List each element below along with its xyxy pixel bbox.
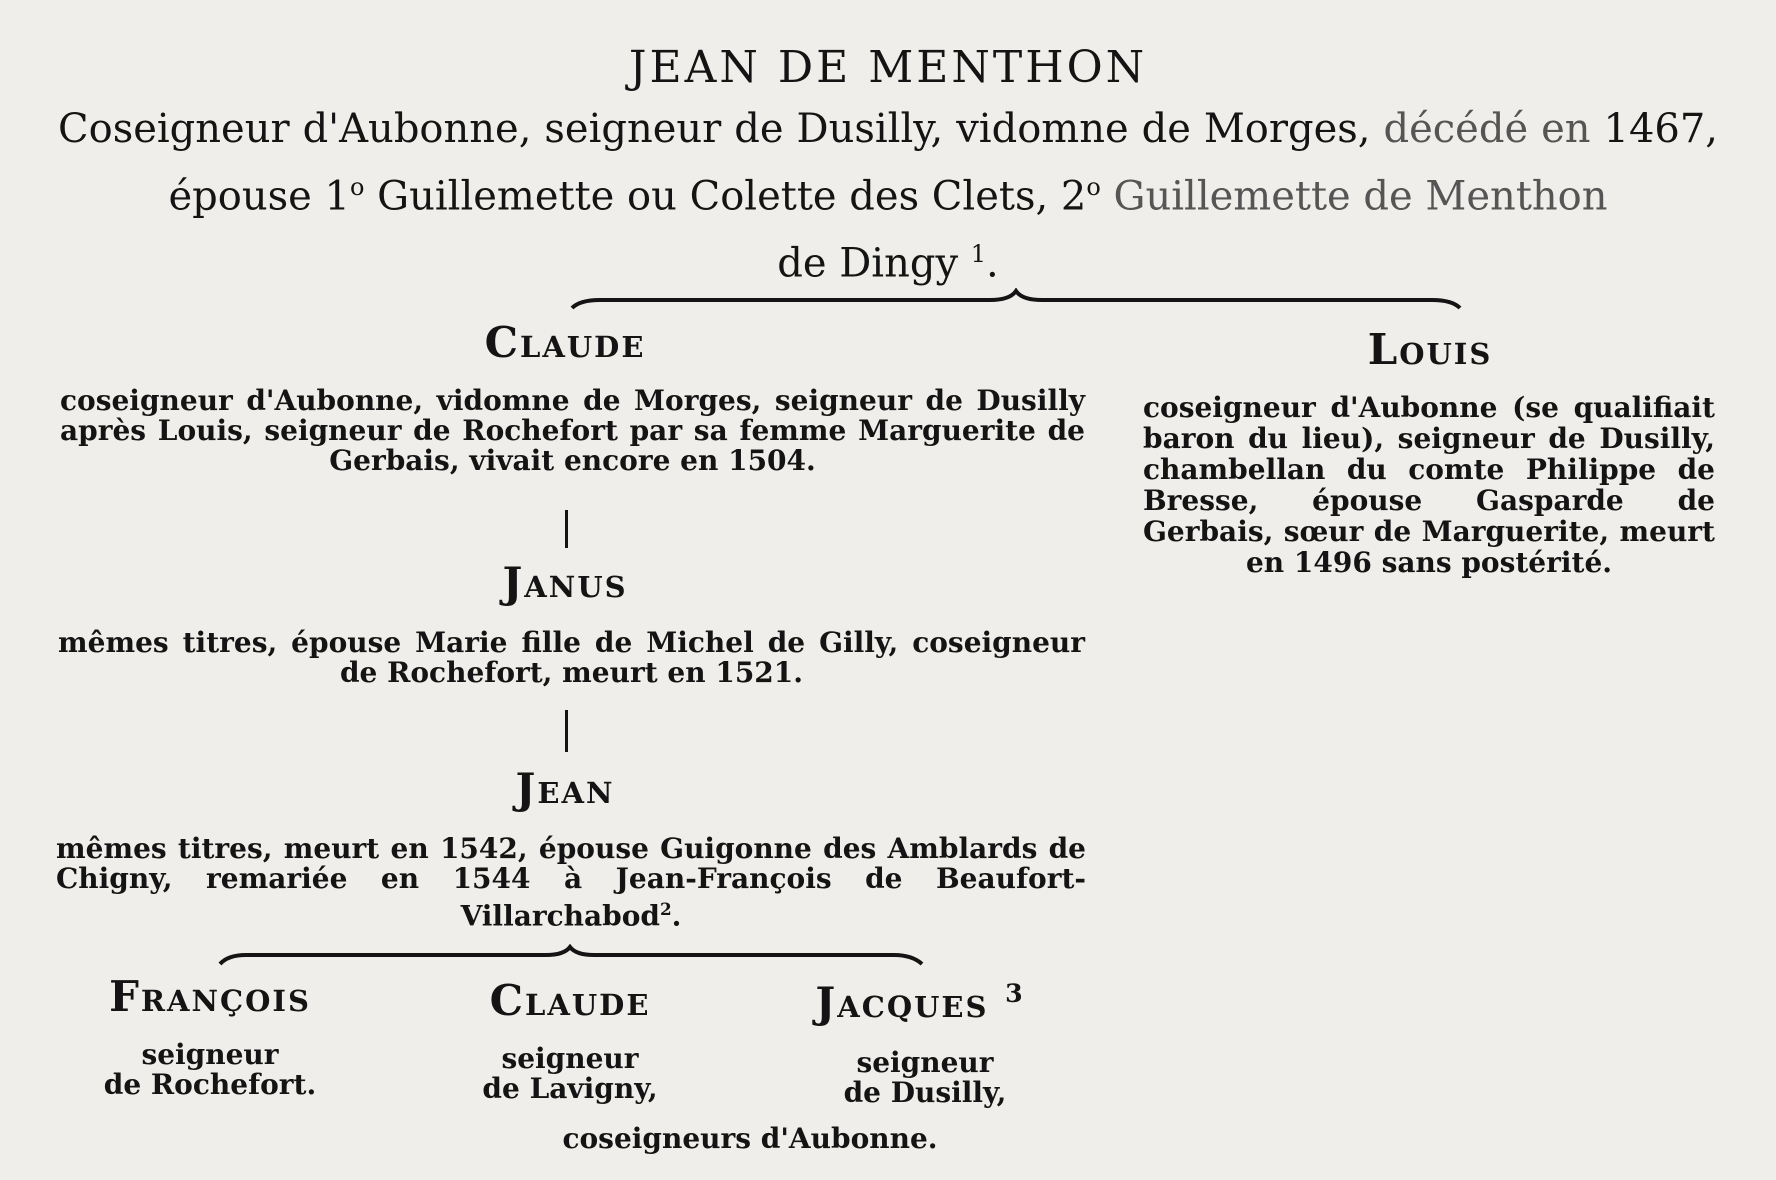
jacques-name-text: Jacques: [815, 978, 989, 1027]
francois-title-2: de Rochefort.: [103, 1068, 317, 1101]
ordinal-2: o: [1086, 173, 1101, 201]
jacques-title-2: de Dusilly,: [843, 1076, 1007, 1109]
footnote-ref-3: 3: [1005, 978, 1025, 1008]
footnote-ref-1: 1: [970, 240, 987, 269]
louis-description: coseigneur d'Aubonne (se qualifiait baron du lieu), seigneur de Dusilly, chambellan du comte Philippe de Bresse, épouse Gasparde de Gerbais, sœur de Marguerite, meurt en 1496 sans postérité.: [1143, 391, 1715, 579]
subtitle-line1a: Coseigneur d'Aubonne, seigneur de Dusilly, vidomne de Morges,: [58, 106, 1371, 152]
janus-description: mêmes titres, épouse Marie fille de Michel de Gilly, coseigneur de Rochefort, meurt en 1521.: [58, 626, 1085, 689]
subtitle-line2c: Guillemette de Menthon: [1100, 173, 1608, 220]
claude-description: coseigneur d'Aubonne, vidomne de Morges, seigneur de Dusilly après Louis, seigneur de Rochefort par sa femme Marguerite de Gerbais, vivait encore en 1504.: [60, 384, 1085, 477]
ordinal-1: o: [349, 173, 365, 201]
subtitle-line2a: 1467, épouse 1: [168, 106, 1719, 220]
claude-child-name: Claude: [489, 976, 651, 1025]
jacques-title-1: seigneur: [856, 1046, 994, 1079]
page-title: JEAN DE MENTHON: [628, 42, 1148, 93]
claude-child-title-1: seigneur: [501, 1042, 639, 1075]
jacques-name: [770, 978, 1070, 1027]
louis-name: Louis: [1367, 325, 1493, 374]
subtitle-line2b: Guillemette ou Colette des Clets, 2: [364, 173, 1087, 220]
children-footer: coseigneurs d'Aubonne.: [562, 1122, 938, 1155]
claude-janus-line: [565, 510, 568, 548]
claude-name: Claude: [484, 318, 646, 367]
jean-description-end: .: [671, 899, 682, 933]
jean-de-menthon-description: [58, 100, 1718, 293]
top-brace: [570, 288, 1462, 312]
jean-description: [56, 834, 1086, 931]
francois-name: François: [109, 972, 311, 1021]
janus-name: Janus: [502, 558, 628, 607]
children-brace: [218, 944, 924, 966]
jean-description-text: mêmes titres, meurt en 1542, épouse Guigonne des Amblards de Chigny, remariée en 1544 à Jean-François de Beaufort-Villarchabod: [56, 832, 1086, 933]
jean-name: Jean: [515, 764, 615, 813]
subtitle-line3: de Dingy: [777, 240, 959, 287]
francois-title-1: seigneur: [141, 1038, 279, 1071]
subtitle-end: .: [986, 240, 999, 287]
claude-child-title-2: de Lavigny,: [482, 1072, 658, 1105]
footnote-ref-2: 2: [659, 899, 672, 919]
janus-jean-line: [565, 710, 568, 752]
subtitle-line1b: décédé en: [1370, 106, 1591, 152]
